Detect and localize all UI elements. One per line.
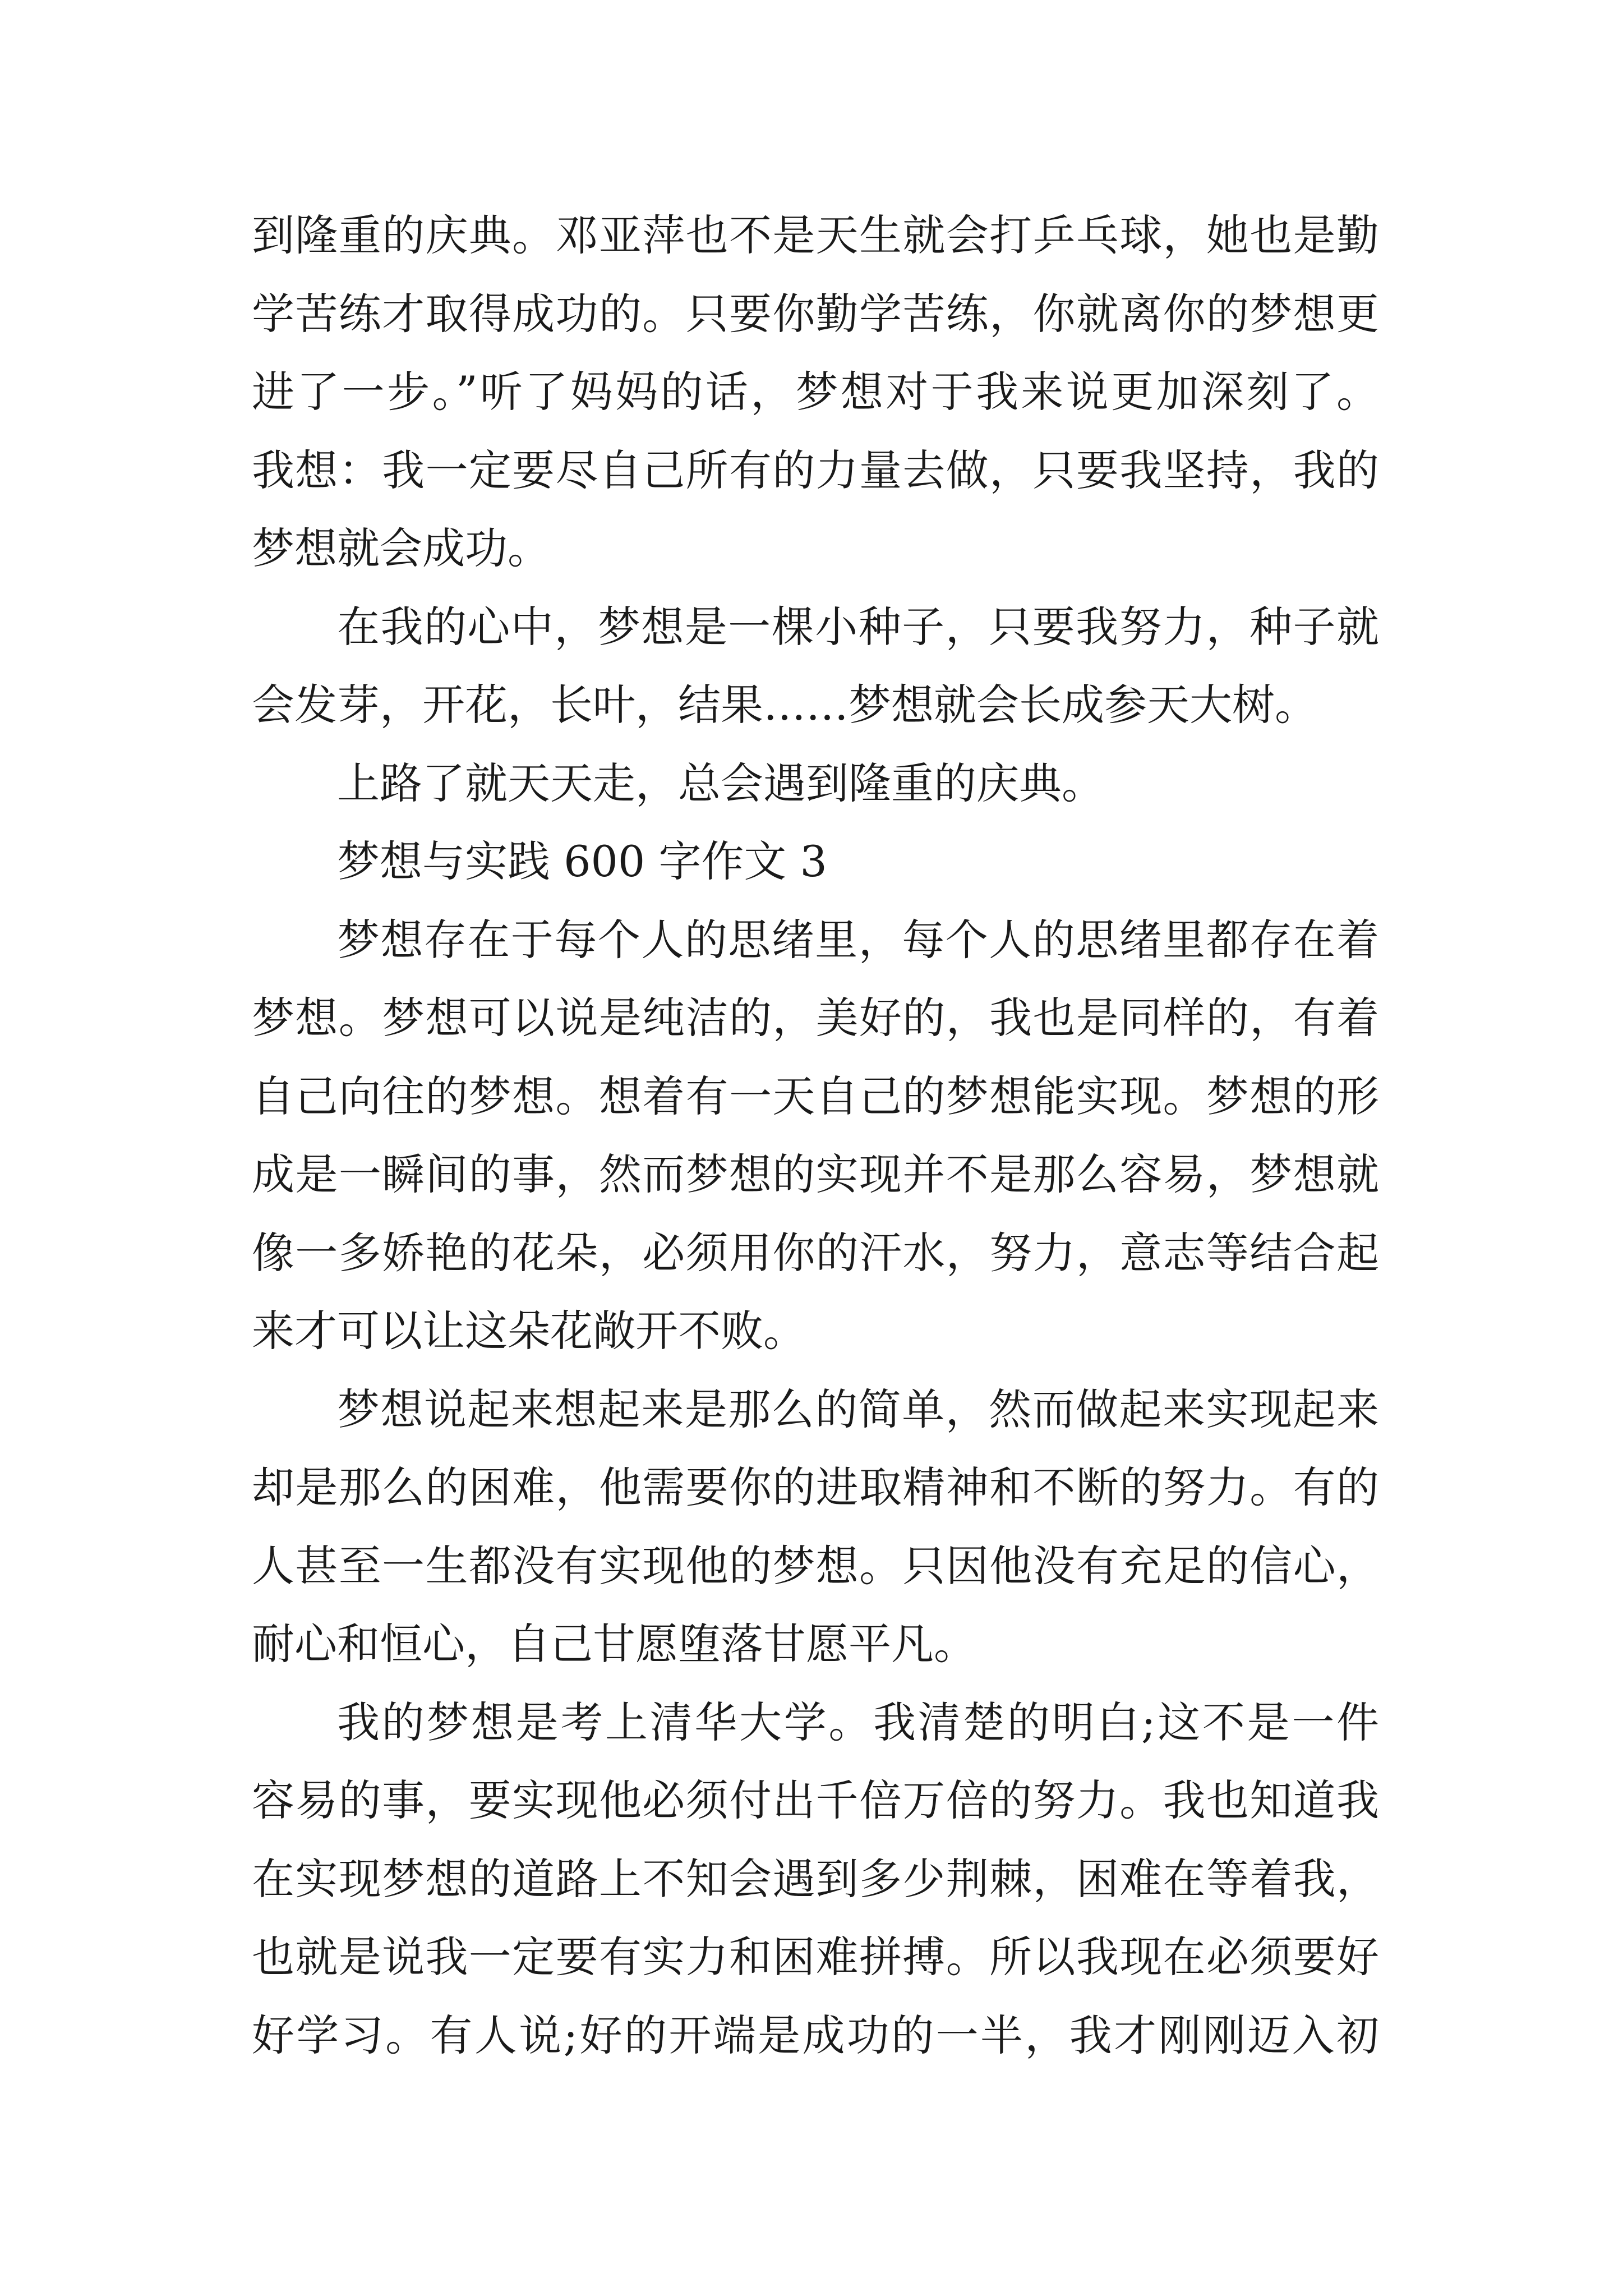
text-line: 梦想存在于每个人的思绪里，每个人的思绪里都存在着 xyxy=(337,914,1379,965)
text-line: 好学习。有人说;好的开端是成功的一半，我才刚刚迈入初 xyxy=(252,2010,1379,2060)
text-line: 耐心和恒心，自己甘愿堕落甘愿平凡。 xyxy=(252,1619,976,1669)
text-line: 来才可以让这朵花敞开不败。 xyxy=(252,1306,806,1356)
text-line: 梦想就会成功。 xyxy=(252,523,550,573)
text-line: 成是一瞬间的事，然而梦想的实现并不是那么容易，梦想就 xyxy=(252,1149,1379,1199)
text-line: 人甚至一生都没有实现他的梦想。只因他没有充足的信心， xyxy=(252,1540,1379,1591)
text-line: 像一多娇艳的花朵，必须用你的汗水，努力，意志等结合起 xyxy=(252,1227,1379,1278)
essay-body xyxy=(252,196,1379,2074)
text-line: 会发芽，开花，长叶，结果……梦想就会长成参天大树。 xyxy=(252,680,1317,730)
text-line: 学苦练才取得成功的。只要你勤学苦练，你就离你的梦想更 xyxy=(252,288,1379,339)
text-line: 自己向往的梦想。想着有一天自己的梦想能实现。梦想的形 xyxy=(252,1071,1379,1121)
text-line: 我想：我一定要尽自己所有的力量去做，只要我坚持，我的 xyxy=(252,445,1379,495)
text-line: 我的梦想是考上清华大学。我清楚的明白;这不是一件 xyxy=(337,1697,1379,1747)
text-line: 进了一步。”听了妈妈的话，梦想对于我来说更加深刻了。 xyxy=(252,367,1379,417)
text-line: 梦想说起来想起来是那么的简单，然而做起来实现起来 xyxy=(337,1384,1379,1434)
text-line: 在我的心中，梦想是一棵小种子，只要我努力，种子就 xyxy=(337,601,1379,652)
text-line: 在实现梦想的道路上不知会遇到多少荆棘，困难在等着我， xyxy=(252,1853,1379,1904)
text-line: 也就是说我一定要有实力和困难拼搏。所以我现在必须要好 xyxy=(252,1932,1379,1982)
text-line: 上路了就天天走，总会遇到隆重的庆典。 xyxy=(337,758,1104,808)
text-line: 却是那么的困难，他需要你的进取精神和不断的努力。有的 xyxy=(252,1462,1379,1512)
text-line: 容易的事，要实现他必须付出千倍万倍的努力。我也知道我 xyxy=(252,1775,1379,1825)
text-line: 梦想。梦想可以说是纯洁的，美好的，我也是同样的，有着 xyxy=(252,993,1379,1043)
section-heading: 梦想与实践 600 字作文 3 xyxy=(337,836,827,886)
text-line: 到隆重的庆典。邓亚萍也不是天生就会打乒乓球，她也是勤 xyxy=(252,210,1379,260)
